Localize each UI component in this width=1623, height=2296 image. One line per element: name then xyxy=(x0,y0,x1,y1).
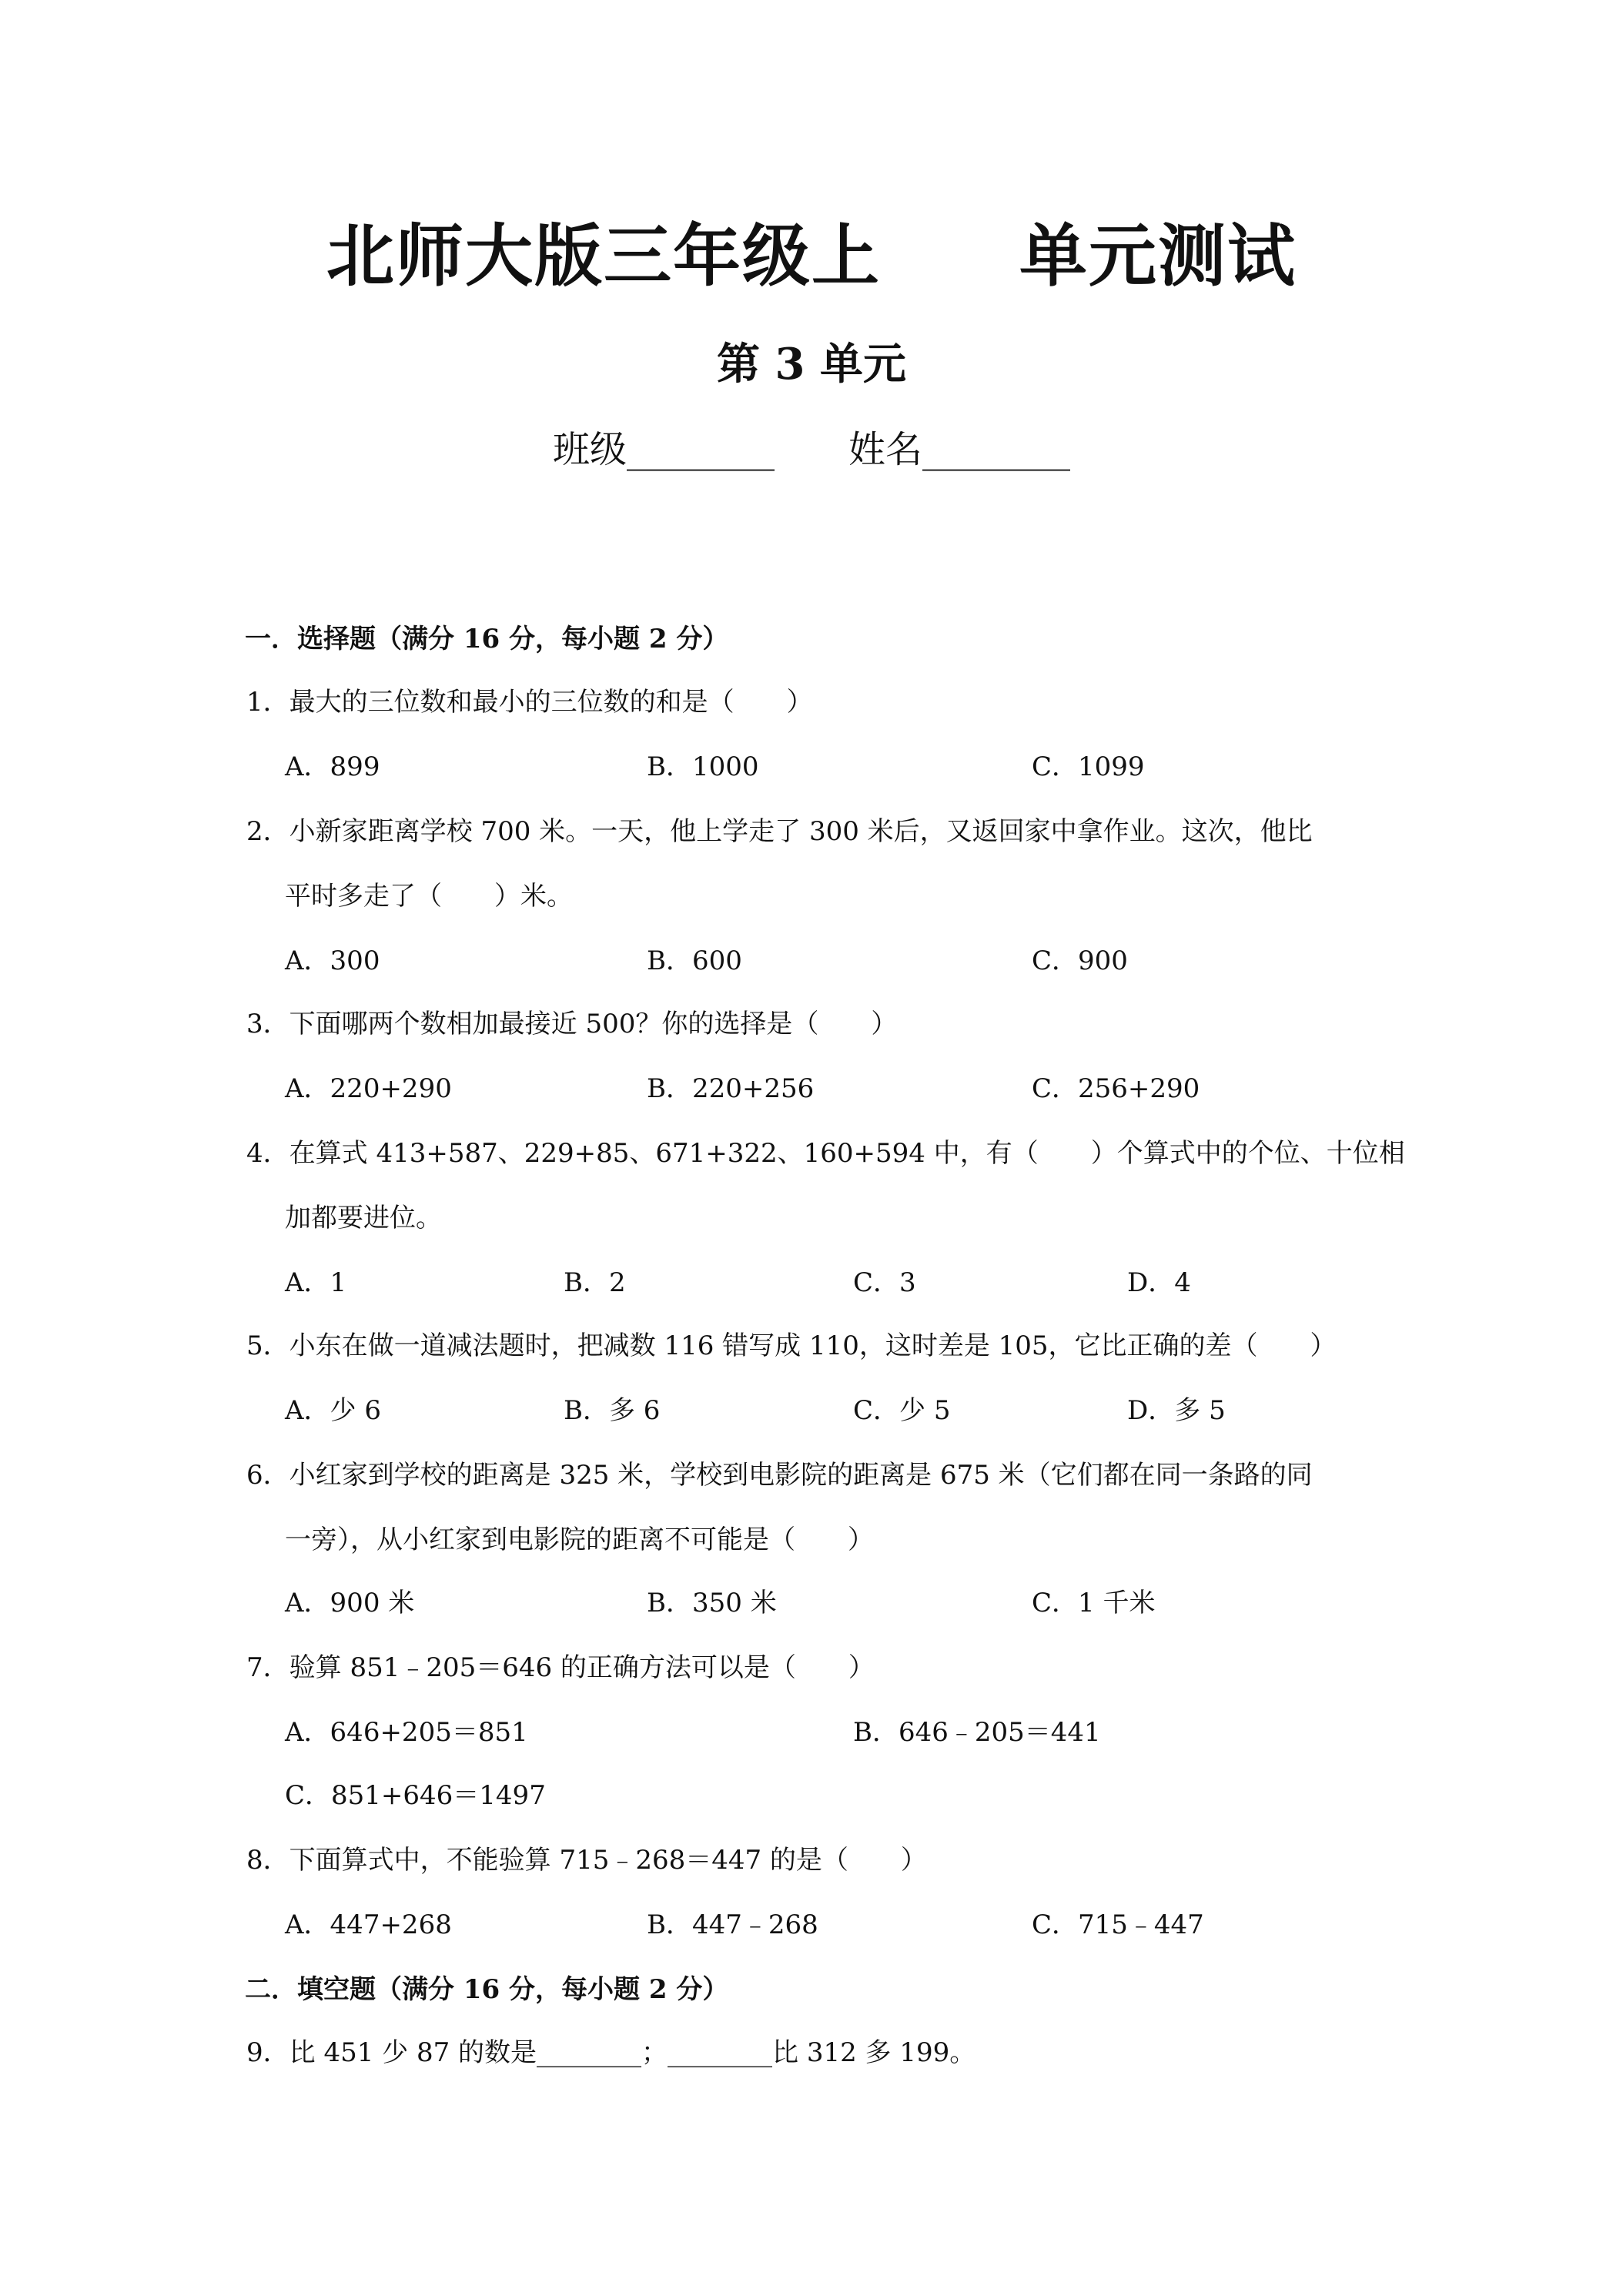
option: B．600 xyxy=(647,946,742,976)
question-text: 9．比 451 少 87 的数是________；________比 312 多 199。 xyxy=(246,2037,976,2068)
question-text: 8．下面算式中，不能验算 715﹣268＝447 的是（ ） xyxy=(246,1845,927,1876)
question-text: 1．最大的三位数和最小的三位数的和是（ ） xyxy=(246,687,813,718)
option: D．多 5 xyxy=(1127,1395,1226,1426)
option: B．646﹣205＝441 xyxy=(853,1717,1101,1748)
option: C．3 xyxy=(853,1267,916,1298)
option: A．少 6 xyxy=(285,1395,381,1426)
question-text: 5．小东在做一道减法题时，把减数 116 错写成 110，这时差是 105，它比正确的差（ ） xyxy=(246,1330,1337,1361)
section-heading: 一．选择题（满分 16 分，每小题 2 分） xyxy=(245,624,729,654)
question-text: 平时多走了（ ）米。 xyxy=(285,881,573,912)
option: B．220+256 xyxy=(647,1073,815,1104)
option: B．1000 xyxy=(647,751,759,782)
option: D．4 xyxy=(1127,1267,1191,1298)
class-field: 班级________ xyxy=(552,428,775,471)
option: A．1 xyxy=(285,1267,347,1298)
option: A．447+268 xyxy=(285,1909,452,1940)
option: B．多 6 xyxy=(564,1395,661,1426)
question-text: 一旁），从小红家到电影院的距离不可能是（ ） xyxy=(285,1525,874,1555)
option: C．851+646＝1497 xyxy=(285,1780,546,1811)
option: A．220+290 xyxy=(285,1073,452,1104)
option: C．256+290 xyxy=(1032,1073,1200,1104)
section-heading: 二．填空题（满分 16 分，每小题 2 分） xyxy=(245,1974,729,2005)
question-text: 加都要进位。 xyxy=(285,1203,442,1233)
option: B．350 米 xyxy=(647,1588,777,1618)
option: A．300 xyxy=(285,946,380,976)
option: A．646+205＝851 xyxy=(285,1717,528,1748)
unit-subtitle: 第 3 单元 xyxy=(717,339,906,390)
question-text: 7．验算 851﹣205＝646 的正确方法可以是（ ） xyxy=(246,1652,875,1683)
option: C．1 千米 xyxy=(1032,1588,1156,1618)
page-title: 北师大版三年级上 单元测试 xyxy=(326,216,1297,296)
option: B．2 xyxy=(564,1267,626,1298)
student-info xyxy=(0,425,1623,474)
name-field: 姓名________ xyxy=(848,428,1071,471)
question-text: 4．在算式 413+587、229+85、671+322、160+594 中，有（ ）个算式中的个位、十位相 xyxy=(246,1138,1405,1169)
option: B．447﹣268 xyxy=(647,1909,818,1940)
option: C．1099 xyxy=(1032,751,1145,782)
option: A．900 米 xyxy=(285,1588,415,1618)
question-text: 2．小新家距离学校 700 米。一天，他上学走了 300 米后，又返回家中拿作业。这次，他比 xyxy=(246,816,1313,847)
question-text: 3．下面哪两个数相加最接近 500？你的选择是（ ） xyxy=(246,1009,898,1039)
option: C．715﹣447 xyxy=(1032,1909,1204,1940)
question-text: 6．小红家到学校的距离是 325 米，学校到电影院的距离是 675 米（它们都在同一条路的同 xyxy=(246,1460,1313,1491)
option: C．900 xyxy=(1032,946,1128,976)
option: A．899 xyxy=(285,751,380,782)
option: C．少 5 xyxy=(853,1395,951,1426)
